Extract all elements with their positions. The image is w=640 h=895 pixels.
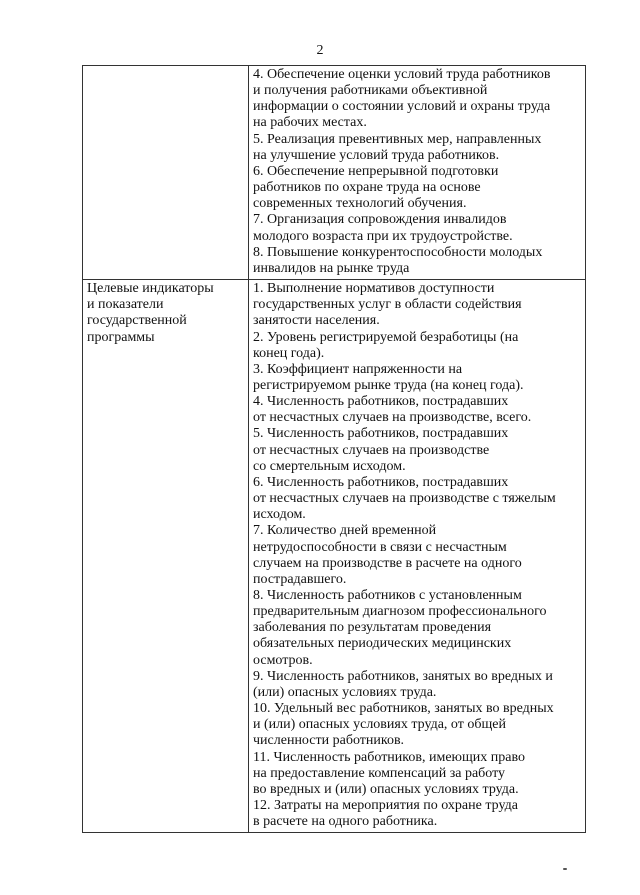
program-passport-table bbox=[82, 65, 586, 833]
text-line: и получения работниками объективной bbox=[253, 83, 488, 99]
text-line: от несчастных случаев на производстве с тяжелым bbox=[253, 491, 556, 507]
row1-right-cell bbox=[249, 66, 586, 280]
text-line: работников по охране труда на основе bbox=[253, 180, 481, 196]
text-line: на улучшение условий труда работников. bbox=[253, 147, 500, 163]
text-line: занятости населения. bbox=[253, 313, 380, 329]
text-line: 10. Удельный вес работников, занятых во вредных bbox=[253, 701, 554, 717]
text-line: молодого возраста при их трудоустройстве. bbox=[253, 228, 513, 244]
text-line: исходом. bbox=[253, 507, 306, 523]
text-line: на предоставление компенсаций за работу bbox=[253, 765, 506, 781]
text-line: 8. Повышение конкурентоспособности молодых bbox=[253, 244, 543, 260]
table-row-tasks bbox=[83, 66, 586, 280]
text-line: 2. Уровень регистрируемой безработицы (на bbox=[253, 329, 519, 345]
text-line: 11. Численность работников, имеющих право bbox=[253, 749, 526, 765]
text-line: предварительным диагнозом профессионального bbox=[253, 604, 547, 620]
text-line: 12. Затраты на мероприятия по охране труда bbox=[253, 798, 518, 814]
text-line: численности работников. bbox=[253, 733, 405, 749]
text-line: конец года). bbox=[253, 345, 325, 361]
text-line: со смертельным исходом. bbox=[253, 458, 406, 474]
text-line: в расчете на одного работника. bbox=[253, 814, 438, 830]
text-line: 7. Организация сопровождения инвалидов bbox=[253, 212, 507, 228]
text-line: и (или) опасных условиях труда, от общей bbox=[253, 717, 506, 733]
text-line: нетрудоспособности в связи с несчастным bbox=[253, 539, 507, 555]
table-row-indicators bbox=[83, 280, 586, 833]
text-line: современных технологий обучения. bbox=[253, 196, 467, 212]
text-line: 8. Численность работников с установленным bbox=[253, 588, 522, 603]
text-line: регистрируемом рынке труда (на конец года). bbox=[253, 377, 524, 393]
page-number: 2 bbox=[316, 43, 324, 58]
row2-right-cell bbox=[249, 280, 586, 833]
text-line: во вредных и (или) опасных условиях труда. bbox=[253, 781, 519, 797]
text-line: пострадавшего. bbox=[253, 571, 347, 587]
text-line: обязательных периодических медицинских bbox=[253, 636, 512, 652]
text-line: на рабочих местах. bbox=[253, 115, 367, 131]
text-line: и показатели bbox=[87, 297, 164, 313]
text-line: случаем на производстве в расчете на одного bbox=[253, 555, 522, 571]
row1-left-cell bbox=[83, 66, 249, 280]
row2-left-cell bbox=[83, 280, 249, 833]
text-line: заболевания по результатам проведения bbox=[253, 620, 492, 636]
text-line: 5. Реализация превентивных мер, направленных bbox=[253, 131, 542, 147]
text-line: 6. Численность работников, пострадавших bbox=[253, 474, 509, 490]
text-line: 5. Численность работников, пострадавших bbox=[253, 426, 509, 442]
text-line: государственных услуг в области содействия bbox=[253, 297, 522, 313]
text-line: Целевые индикаторы bbox=[87, 281, 214, 297]
text-line: 4. Обеспечение оценки условий труда работников bbox=[253, 67, 551, 82]
text-line: 9. Численность работников, занятых во вредных и bbox=[253, 668, 553, 684]
text-line: 3. Коэффициент напряженности на bbox=[253, 361, 463, 377]
text-line: 7. Количество дней временной bbox=[253, 523, 437, 539]
text-line: государственной bbox=[87, 313, 187, 329]
text-line: от несчастных случаев на производстве, всего. bbox=[253, 410, 532, 426]
ink-mark bbox=[563, 868, 567, 870]
text-line: инвалидов на рынке труда bbox=[253, 260, 410, 276]
text-line: 1. Выполнение нормативов доступности bbox=[253, 281, 495, 297]
text-line: 6. Обеспечение непрерывной подготовки bbox=[253, 163, 499, 179]
text-line: от несчастных случаев на производстве bbox=[253, 442, 490, 458]
text-line: программы bbox=[87, 329, 155, 345]
text-line: осмотров. bbox=[253, 652, 313, 668]
text-line: информации о состоянии условий и охраны труда bbox=[253, 99, 551, 115]
text-line: 4. Численность работников, пострадавших bbox=[253, 394, 509, 410]
text-line: (или) опасных условиях труда. bbox=[253, 684, 437, 700]
